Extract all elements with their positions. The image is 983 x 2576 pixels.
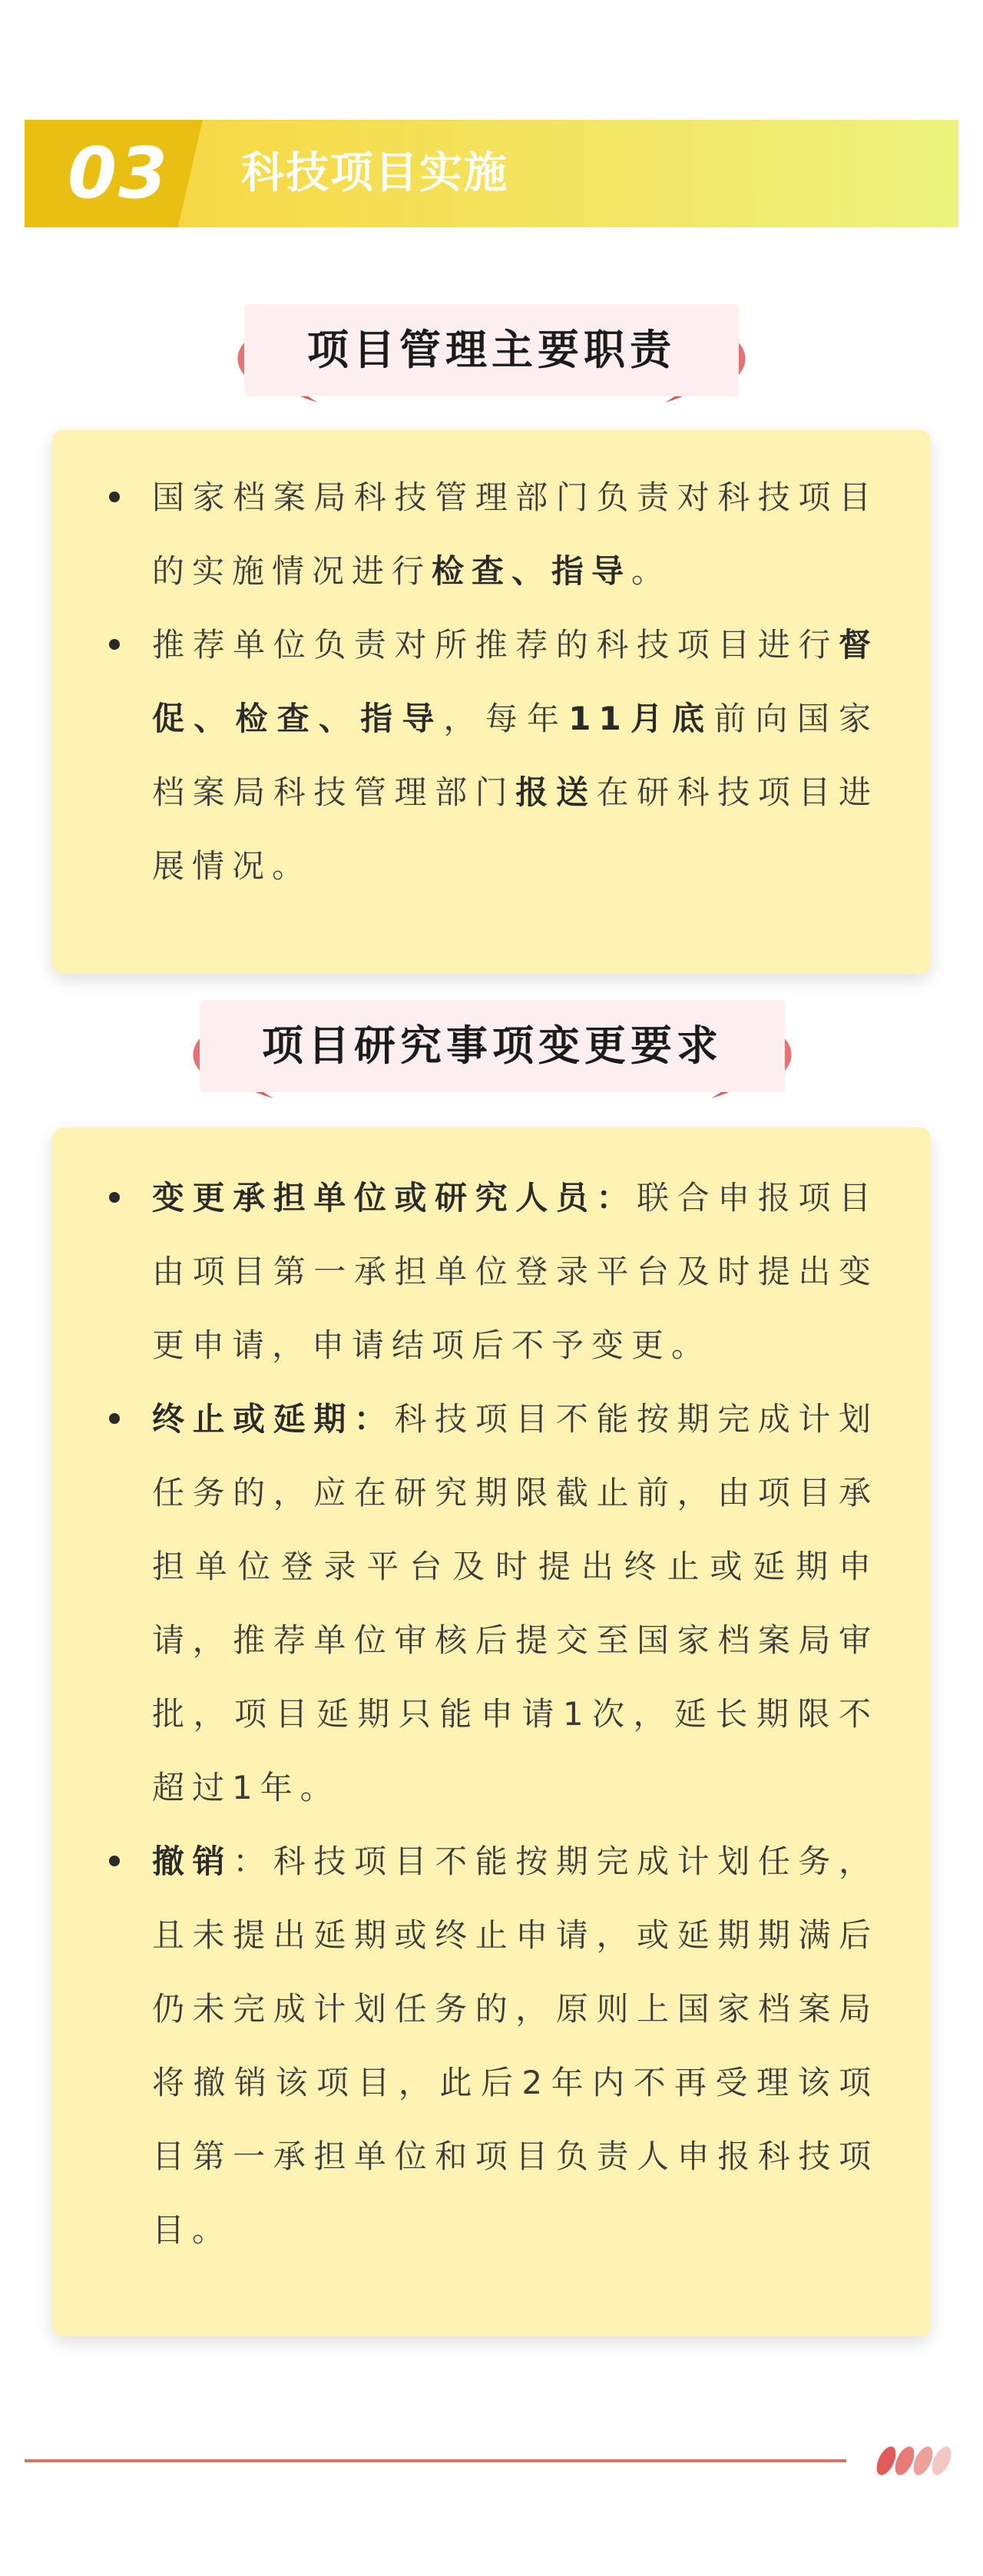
- bullet-icon: [109, 492, 120, 502]
- emphasis-text: 报送: [515, 773, 597, 811]
- subsection-title-1: [226, 304, 757, 409]
- body-text: 国家档案局科技管理部门负责对科技项目的实施情况进行: [152, 478, 879, 590]
- bullet-icon: [109, 639, 120, 650]
- subsection-title-text: 项目管理主要职责: [307, 326, 676, 374]
- change-requirements-list: [52, 1161, 931, 2267]
- body-text: 。: [631, 552, 672, 590]
- footer-divider: [25, 2459, 846, 2462]
- body-text: 前向国家档案局科技管理部门: [152, 700, 879, 811]
- subsection-title-2: [181, 1000, 803, 1104]
- body-text: ，每年: [443, 700, 569, 737]
- subtitle-card: [244, 304, 739, 396]
- emphasis-text: 11月底: [568, 700, 714, 737]
- emphasis-text: 督促、检查、指导: [152, 626, 879, 737]
- emphasis-text: 撤销: [152, 1843, 233, 1880]
- emphasis-text: 变更承担单位或研究人员：: [152, 1179, 637, 1217]
- emphasis-text: 检查、指导: [432, 552, 632, 590]
- list-item: [52, 1825, 931, 2267]
- body-text: 联合申报项目由项目第一承担单位登录平台及时提出变更申请，申请结项后不予变更。: [152, 1179, 879, 1364]
- list-item: [52, 461, 931, 608]
- list-item: [52, 608, 931, 903]
- change-requirements-box: [52, 1127, 931, 2336]
- bullet-icon: [109, 1192, 120, 1203]
- responsibilities-list: [52, 461, 931, 903]
- list-item: [52, 1161, 931, 1382]
- section-title: 科技项目实施: [241, 148, 508, 198]
- list-item: [52, 1382, 931, 1825]
- responsibilities-box: [52, 430, 931, 974]
- subtitle-card: [200, 1000, 785, 1092]
- body-text: 在研科技项目进展情况。: [152, 773, 879, 885]
- emphasis-text: 终止或延期：: [152, 1400, 395, 1438]
- body-text: 科技项目不能按期完成计划任务的，应在研究期限截止前，由项目承担单位登录平台及时提出终止或延期申请，推荐单位审核后提交至国家档案局审批，项目延期只能申请1次，延长期限不超过1年。: [152, 1400, 879, 1806]
- body-text: ：科技项目不能按期完成计划任务，且未提出延期或终止申请，或延期期满后仍未完成计划任务的，原则上国家档案局将撤销该项目，此后2年内不再受理该项目第一承担单位和项目负责人申报科技项目。: [152, 1843, 879, 2249]
- bullet-icon: [109, 1856, 120, 1866]
- footer-leaf-decoration-icon: [868, 2433, 960, 2487]
- bullet-icon: [109, 1413, 120, 1424]
- body-text: 推荐单位负责对所推荐的科技项目进行: [152, 626, 839, 664]
- subsection-title-text: 项目研究事项变更要求: [262, 1021, 723, 1070]
- section-banner: [25, 120, 958, 227]
- section-number: 03: [68, 132, 170, 214]
